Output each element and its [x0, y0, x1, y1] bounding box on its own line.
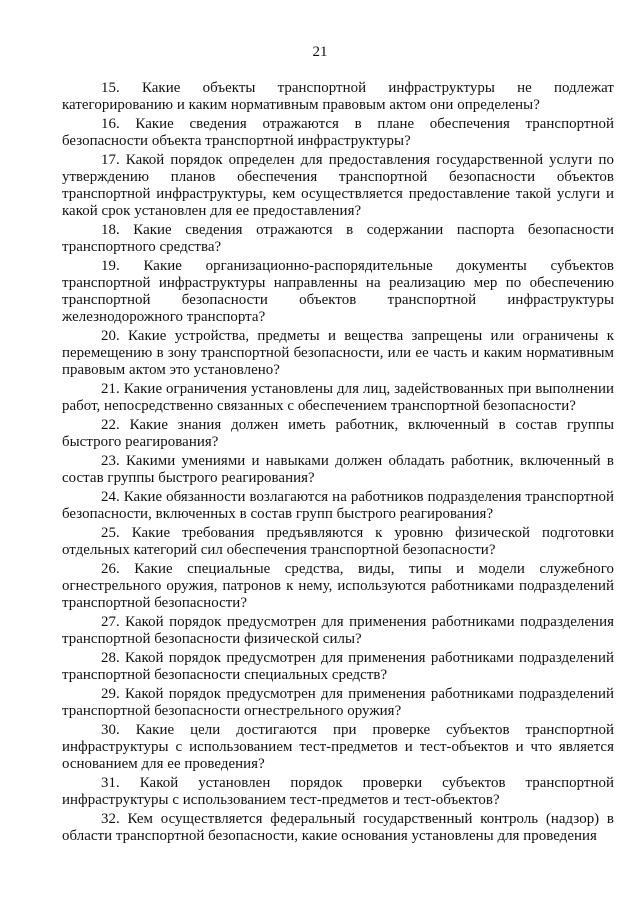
- question-20: 20. Какие устройства, предметы и вещества запрещены или ограничены к перемещению в зону транспортной безопасности, или ее часть и каким нормативным правовым актом это установлено?: [62, 328, 614, 378]
- question-28: 28. Какой порядок предусмотрен для применения работниками подразделений транспортной безопасности специальных средств?: [62, 650, 614, 683]
- page-number: 21: [312, 44, 328, 60]
- question-21: 21. Какие ограничения установлены для лиц, задействованных при выполнении работ, непосредственно связанных с обеспечением транспортной безопасности?: [62, 381, 614, 414]
- question-16: 16. Какие сведения отражаются в плане обеспечения транспортной безопасности объекта транспортной инфраструктуры?: [62, 116, 614, 149]
- question-23: 23. Какими умениями и навыками должен обладать работник, включенный в состав группы быстрого реагирования?: [62, 453, 614, 486]
- question-29: 29. Какой порядок предусмотрен для применения работниками подразделений транспортной безопасности огнестрельного оружия?: [62, 686, 614, 719]
- question-27: 27. Какой порядок предусмотрен для применения работниками подразделения транспортной безопасности физической силы?: [62, 614, 614, 647]
- question-32: 32. Кем осуществляется федеральный государственный контроль (надзор) в области транспортной безопасности, какие основания установлены для проведения: [62, 811, 614, 844]
- question-15: 15. Какие объекты транспортной инфраструктуры не подлежат категорированию и каким нормативным правовым актом они определены?: [62, 80, 614, 113]
- question-22: 22. Какие знания должен иметь работник, включенный в состав группы быстрого реагирования?: [62, 417, 614, 450]
- question-list: [62, 80, 614, 845]
- question-25: 25. Какие требования предъявляются к уровню физической подготовки отдельных категорий сил обеспечения транспортной безопасности?: [62, 525, 614, 558]
- question-26: 26. Какие специальные средства, виды, типы и модели служебного огнестрельного оружия, патронов к нему, используются работниками подразделений транспортной безопасности?: [62, 561, 614, 611]
- question-31: 31. Какой установлен порядок проверки субъектов транспортной инфраструктуры с использованием тест-предметов и тест-объектов?: [62, 775, 614, 808]
- question-18: 18. Какие сведения отражаются в содержании паспорта безопасности транспортного средства?: [62, 222, 614, 255]
- question-19: 19. Какие организационно-распорядительные документы субъектов транспортной инфраструктуры направленны на реализацию мер по обеспечению транспортной безопасности объектов транспортной инфраструктуры железнодорожного транспорта?: [62, 258, 614, 325]
- question-30: 30. Какие цели достигаются при проверке субъектов транспортной инфраструктуры с использованием тест-предметов и тест-объектов и что является основанием для ее проведения?: [62, 722, 614, 772]
- question-17: 17. Какой порядок определен для предоставления государственной услуги по утверждению планов обеспечения транспортной безопасности объектов транспортной инфраструктуры, кем осуществляется предоставление такой услуги и какой срок установлен для ее предоставления?: [62, 152, 614, 219]
- question-24: 24. Какие обязанности возлагаются на работников подразделения транспортной безопасности, включенных в состав групп быстрого реагирования?: [62, 489, 614, 522]
